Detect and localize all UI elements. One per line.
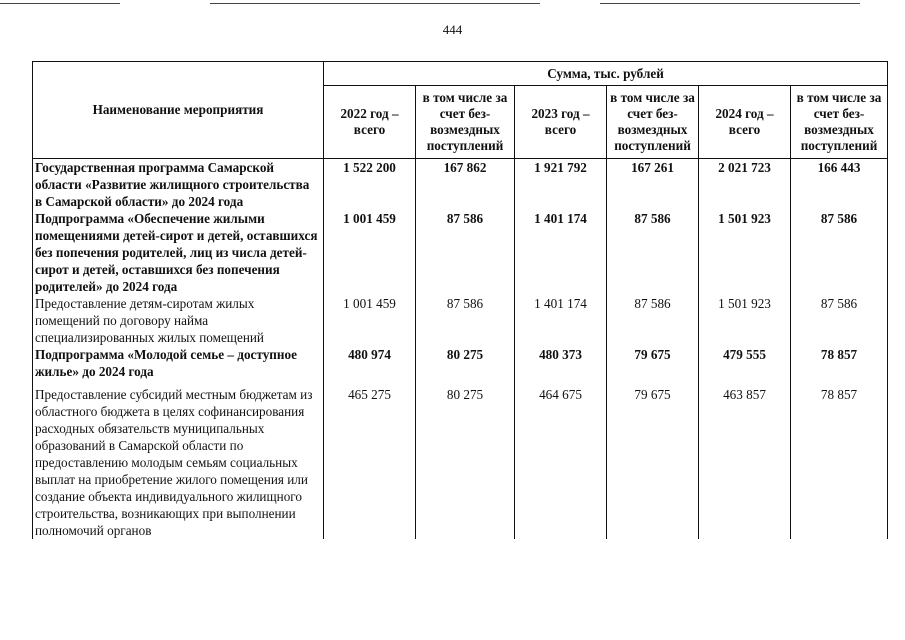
cell-2022-total: 480 974	[324, 346, 416, 380]
column-header-2023-total: 2023 год – всего	[515, 86, 607, 159]
cell-2024-grants: 87 586	[791, 295, 888, 346]
cell-2023-total: 1 401 174	[515, 295, 607, 346]
cell-2022-total: 1 001 459	[324, 210, 416, 295]
cell-2023-grants: 79 675	[607, 346, 699, 380]
column-group-header-sum: Сумма, тыс. рублей	[324, 62, 888, 86]
cell-2024-total: 463 857	[699, 380, 791, 539]
cell-2023-total: 480 373	[515, 346, 607, 380]
cell-2024-grants: 87 586	[791, 210, 888, 295]
scan-edge-artifact	[0, 0, 905, 8]
column-header-2023-grants: в том числе за счет без-возмездных поступлений	[607, 86, 699, 159]
row-name: Подпрограмма «Молодой семье – доступное жилье» до 2024 года	[33, 346, 324, 380]
column-header-2022-total: 2022 год – всего	[324, 86, 416, 159]
cell-2023-grants: 87 586	[607, 295, 699, 346]
row-name: Государственная программа Самарской области «Развитие жилищного строительства в Самарской области» до 2024 года	[33, 159, 324, 211]
cell-2022-grants: 80 275	[416, 380, 515, 539]
cell-2023-grants: 87 586	[607, 210, 699, 295]
row-name: Подпрограмма «Обеспечение жилыми помещениями детей-сирот и детей, оставшихся без попечения родителей, лиц из числа детей-сирот и детей, оставшихся без попечения родителей» до 2024 года	[33, 210, 324, 295]
table-row-subsidies	[33, 380, 888, 539]
column-header-2022-grants: в том числе за счет без-возмездных поступлений	[416, 86, 515, 159]
cell-2022-grants: 87 586	[416, 295, 515, 346]
cell-2022-total: 465 275	[324, 380, 416, 539]
table-row-subprogram-young-family	[33, 346, 888, 380]
cell-2024-grants: 78 857	[791, 380, 888, 539]
cell-2023-total: 1 921 792	[515, 159, 607, 211]
cell-2023-total: 1 401 174	[515, 210, 607, 295]
column-header-2024-grants: в том числе за счет без-возмездных поступлений	[791, 86, 888, 159]
page-number: 444	[442, 22, 463, 37]
cell-2023-grants: 79 675	[607, 380, 699, 539]
table-row-orphan-housing	[33, 295, 888, 346]
row-name: Предоставление детям-сиротам жилых помещений по договору найма специализированных жилых помещений	[33, 295, 324, 346]
table-row-subprogram-orphans	[33, 210, 888, 295]
cell-2024-total: 1 501 923	[699, 295, 791, 346]
cell-2024-grants: 166 443	[791, 159, 888, 211]
cell-2022-total: 1 522 200	[324, 159, 416, 211]
cell-2022-grants: 80 275	[416, 346, 515, 380]
cell-2024-total: 479 555	[699, 346, 791, 380]
column-header-2024-total: 2024 год – всего	[699, 86, 791, 159]
cell-2024-total: 2 021 723	[699, 159, 791, 211]
table-row-state-program	[33, 159, 888, 211]
budget-table	[32, 61, 888, 539]
column-header-name: Наименование мероприятия	[33, 62, 324, 159]
cell-2023-grants: 167 261	[607, 159, 699, 211]
cell-2023-total: 464 675	[515, 380, 607, 539]
cell-2024-grants: 78 857	[791, 346, 888, 380]
row-name: Предоставление субсидий местным бюджетам из областного бюджета в целях софинансирования расходных обязательств муниципальных образований в Самарской области по предоставлению молодым семьям социальных выплат на приобретение жилого помещения или создание объекта индивидуального жилищного строительства, возникающих при выполнении полномочий органов	[33, 380, 324, 539]
cell-2024-total: 1 501 923	[699, 210, 791, 295]
cell-2022-grants: 87 586	[416, 210, 515, 295]
cell-2022-total: 1 001 459	[324, 295, 416, 346]
header-row-group	[33, 62, 888, 86]
cell-2022-grants: 167 862	[416, 159, 515, 211]
